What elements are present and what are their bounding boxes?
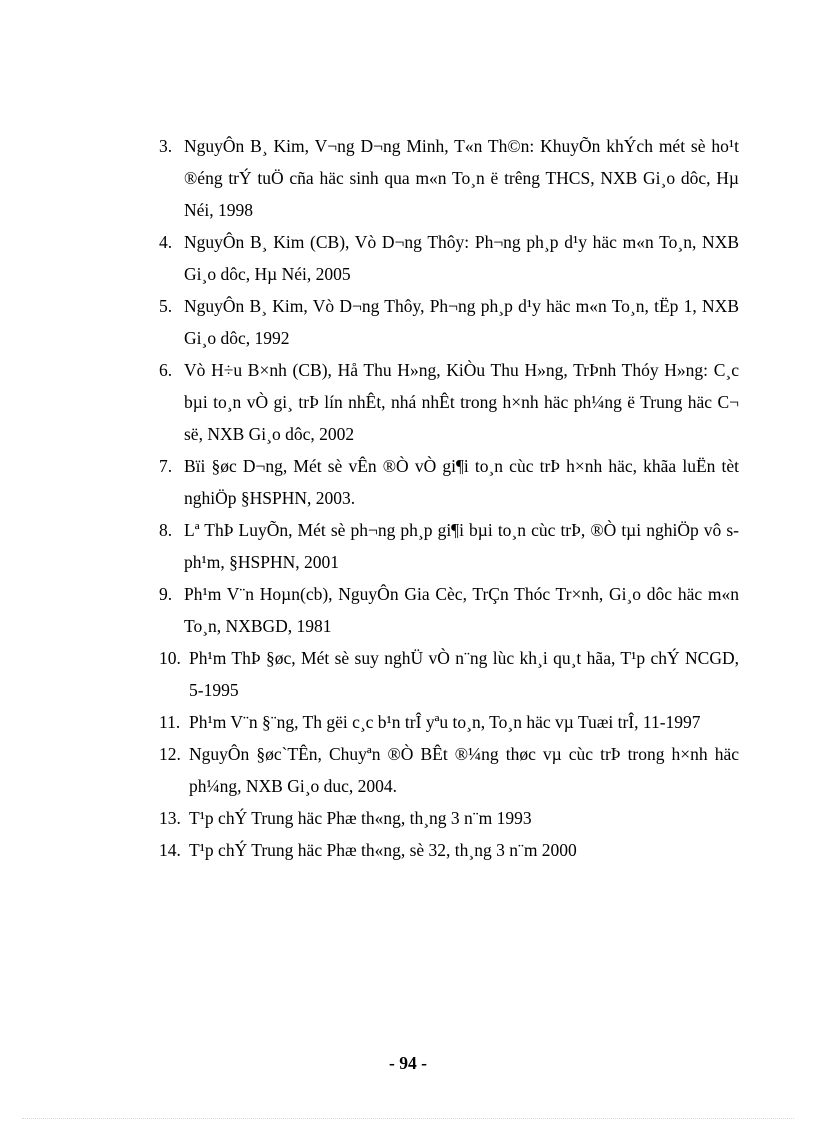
reference-number: 4. (159, 232, 173, 252)
reference-text: Vò H÷u B×nh (CB), Hå Thu H»ng, KiÒu Thu H»ng, TrÞnh Thóy H»ng: C¸c bµi to¸n vÒ gi¸ trÞ lín nhÊt, nhá nhÊt trong h×nh häc ph¼ng ë Trung häc C¬ së, NXB Gi¸o dôc, 2002 (184, 360, 739, 444)
reference-number: 7. (159, 456, 173, 476)
reference-item (159, 450, 739, 514)
reference-text: NguyÔn B¸ Kim, V¬ng D¬ng Minh, T«n Th©n: KhuyÕn khÝch mét sè ho¹t ®éng trÝ tuÖ cña häc sinh qua m«n To¸n ë trêng THCS, NXB Gi¸o dôc, Hµ Néi, 1998 (184, 136, 739, 220)
reference-number: 9. (159, 584, 173, 604)
reference-number: 13. (159, 808, 181, 828)
footer-divider (22, 1118, 794, 1119)
reference-number: 8. (159, 520, 173, 540)
reference-item (159, 802, 739, 834)
reference-text: Ph¹m V¨n Hoµn(cb), NguyÔn Gia Cèc, TrÇn Thóc Tr×nh, Gi¸o dôc häc m«n To¸n, NXBGD, 1981 (184, 584, 739, 636)
reference-list (159, 130, 739, 866)
reference-number: 5. (159, 296, 173, 316)
reference-item (159, 226, 739, 290)
page-number: - 94 - (389, 1053, 427, 1073)
reference-text: T¹p chÝ Trung häc Phæ th«ng, th¸ng 3 n¨m 1993 (189, 808, 532, 828)
reference-text: NguyÔn B¸ Kim (CB), Vò D¬ng Thôy: Ph¬ng ph¸p d¹y häc m«n To¸n, NXB Gi¸o dôc, Hµ Néi, 2005 (184, 232, 739, 284)
reference-text: T¹p chÝ Trung häc Phæ th«ng, sè 32, th¸ng 3 n¨m 2000 (189, 840, 577, 860)
reference-item (159, 706, 739, 738)
reference-number: 6. (159, 360, 173, 380)
reference-item (159, 290, 739, 354)
reference-number: 3. (159, 136, 173, 156)
reference-item (159, 514, 739, 578)
reference-text: Lª ThÞ LuyÕn, Mét sè ph¬ng ph¸p gi¶i bµi to¸n cùc trÞ, ®Ò tµi nghiÖp vô s ph¹m, §HSPHN, 2001 (184, 520, 739, 572)
reference-number: 11. (159, 712, 181, 732)
reference-number: 12. (159, 744, 181, 764)
reference-text: NguyÔn B¸ Kim, Vò D¬ng Thôy, Ph¬ng ph¸p d¹y häc m«n To¸n, tËp 1, NXB Gi¸o dôc, 1992 (184, 296, 739, 348)
reference-text: Ph¹m V¨n §¨ng, Th gëi c¸c b¹n trÎ yªu to¸n, To¸n häc vµ Tuæi trÎ, 11-1997 (189, 712, 701, 732)
reference-item (159, 130, 739, 226)
reference-text: Ph¹m ThÞ §øc, Mét sè suy nghÜ vÒ n¨ng lùc kh¸i qu¸t hãa, T¹p chÝ NCGD, 5-1995 (189, 648, 739, 700)
reference-item (159, 578, 739, 642)
reference-item (159, 834, 739, 866)
reference-number: 10. (159, 648, 181, 668)
reference-text: NguyÔn §øc`TÊn, Chuyªn ®Ò BÊt ®¼ng thøc vµ cùc trÞ trong h×nh häc ph¼ng, NXB Gi¸o duc, 2004. (189, 744, 739, 796)
reference-number: 14. (159, 840, 181, 860)
reference-item (159, 354, 739, 450)
reference-text: Bïi §øc D¬ng, Mét sè vÊn ®Ò vÒ gi¶i to¸n cùc trÞ h×nh häc, khãa luËn tèt nghiÖp §HSPHN, 2003. (184, 456, 739, 508)
reference-item (159, 642, 739, 706)
reference-item (159, 738, 739, 802)
